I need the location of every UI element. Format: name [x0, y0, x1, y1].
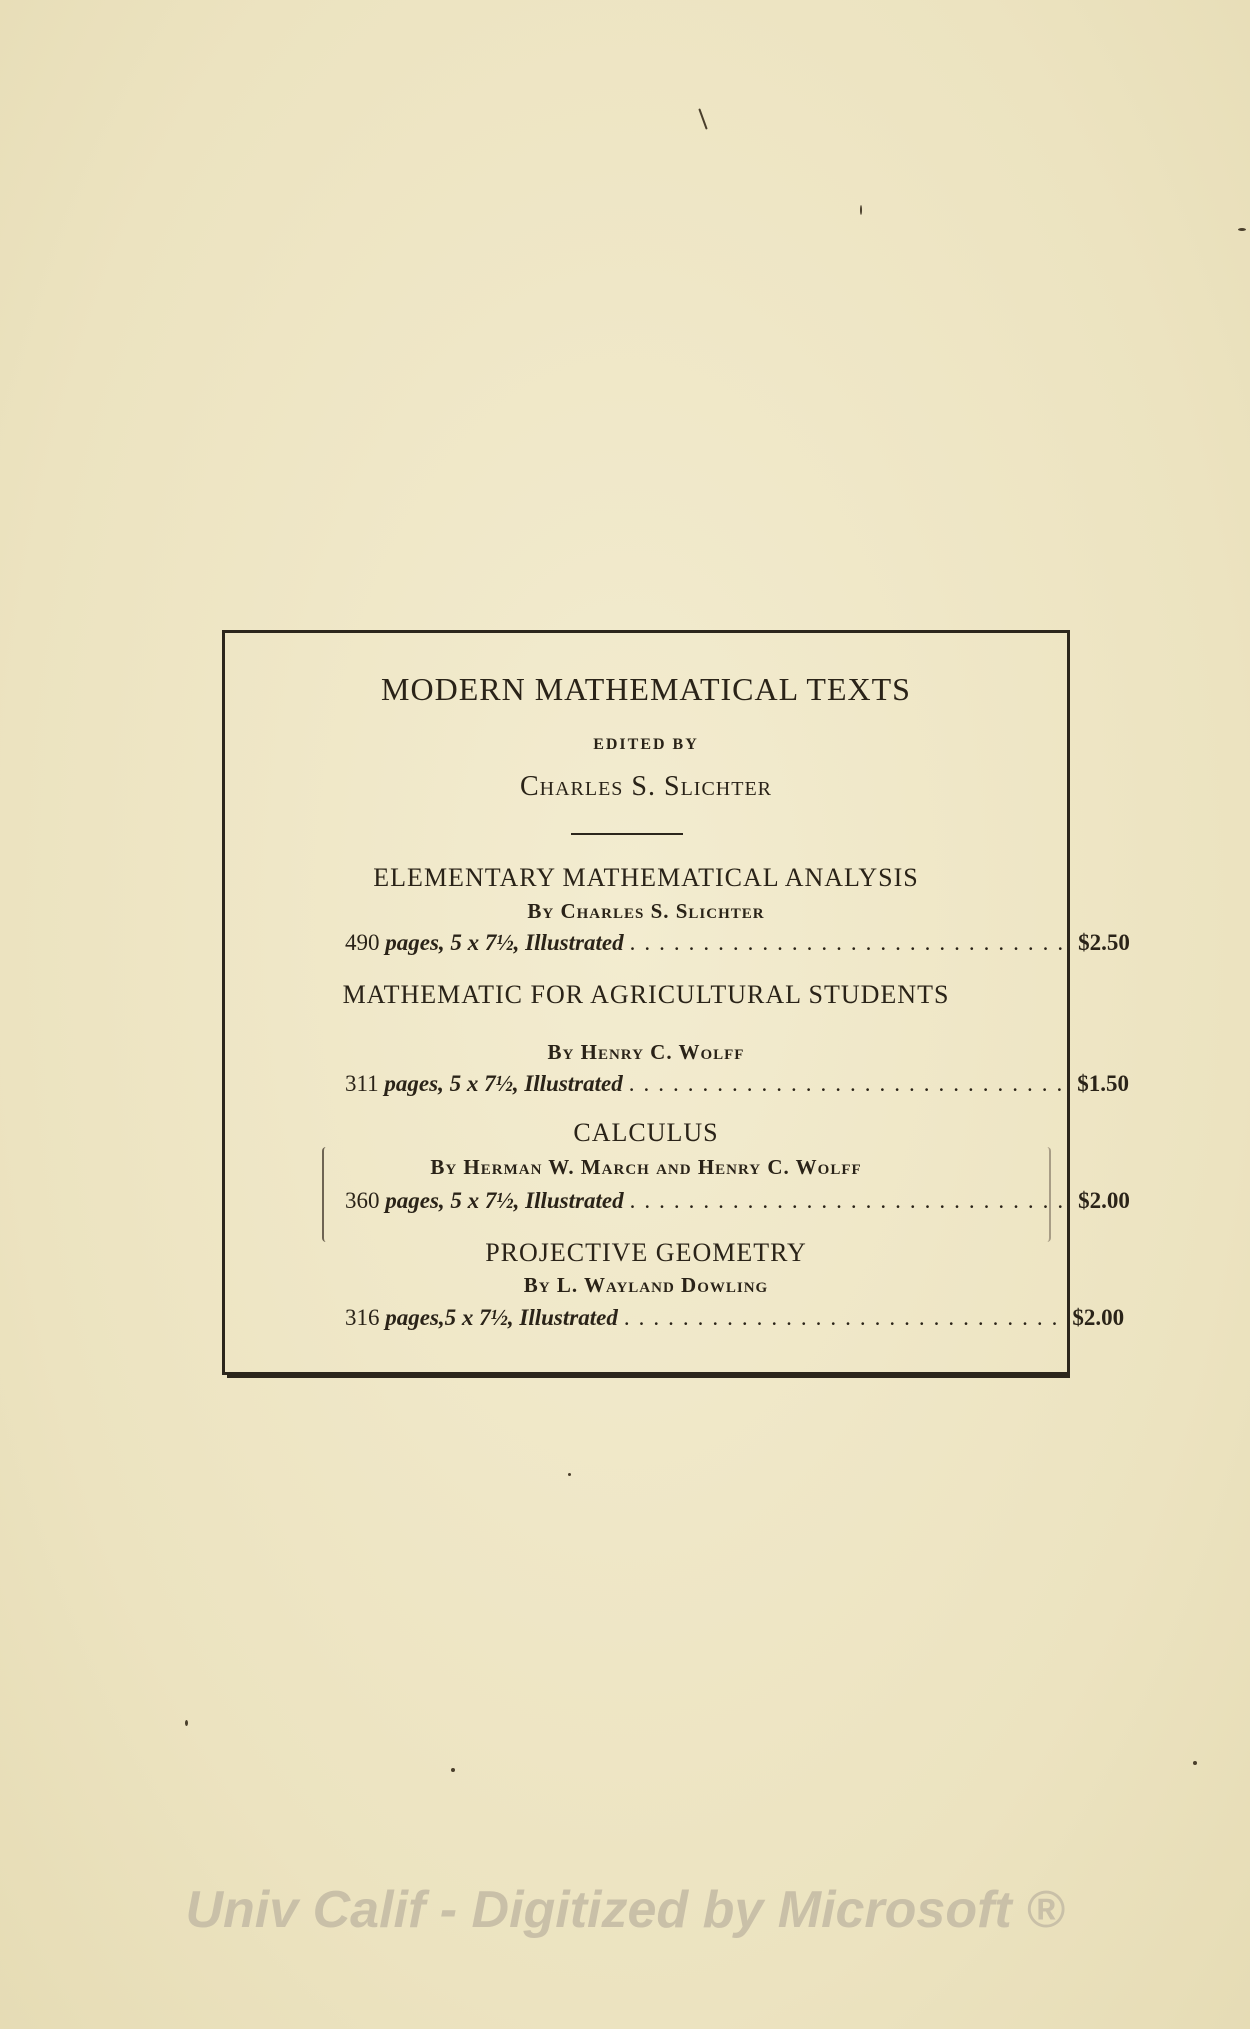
book-listing-line — [345, 1305, 1125, 1333]
book-author: By Henry C. Wolff — [547, 1040, 745, 1064]
dot-leader: .............................. — [629, 1188, 1073, 1213]
book-price: $2.00 — [1072, 1305, 1125, 1330]
edited-by-label: EDITED BY — [593, 736, 699, 753]
book-author: By Charles S. Slichter — [527, 899, 765, 923]
book-pages: 360 pages, 5 x 7½, Illustrated — [345, 1188, 624, 1213]
book-pages: 490 pages, 5 x 7½, Illustrated — [345, 930, 624, 955]
book-pages: 311 pages, 5 x 7½, Illustrated — [345, 1071, 623, 1096]
book-listing-line — [345, 930, 1130, 958]
scan-speck — [568, 1473, 571, 1476]
scan-speck — [860, 205, 862, 215]
book-price: $2.50 — [1078, 930, 1130, 955]
book-pages: 316 pages,5 x 7½, Illustrated — [345, 1305, 618, 1330]
scan-speck — [698, 108, 707, 129]
series-editor: Charles S. Slichter — [519, 771, 773, 802]
book-price: $1.50 — [1077, 1071, 1129, 1096]
book-title: MATHEMATIC FOR AGRICULTURAL STUDENTS — [342, 980, 950, 1009]
book-title: ELEMENTARY MATHEMATICAL ANALYSIS — [373, 863, 919, 892]
book-author: By L. Wayland Dowling — [523, 1273, 769, 1297]
scan-speck — [185, 1720, 188, 1726]
book-listing-line — [345, 1071, 1129, 1099]
series-title: MODERN MATHEMATICAL TEXTS — [381, 671, 911, 707]
divider — [571, 833, 683, 835]
dot-leader: .............................. — [623, 1305, 1067, 1330]
scan-speck — [451, 1768, 455, 1772]
book-price: $2.00 — [1078, 1188, 1130, 1213]
dot-leader: .............................. — [629, 930, 1073, 955]
book-author: By Herman W. March and Henry C. Wolff — [430, 1155, 862, 1179]
scan-speck — [1193, 1761, 1197, 1765]
digitization-watermark: Univ Calif - Digitized by Microsoft ® — [185, 1881, 1065, 1939]
book-title: PROJECTIVE GEOMETRY — [485, 1238, 807, 1267]
book-listing-line — [345, 1188, 1130, 1216]
scan-speck — [1238, 228, 1246, 231]
book-title: CALCULUS — [573, 1118, 719, 1147]
dot-leader: .............................. — [628, 1071, 1072, 1096]
advertisement-box — [222, 630, 1130, 1375]
